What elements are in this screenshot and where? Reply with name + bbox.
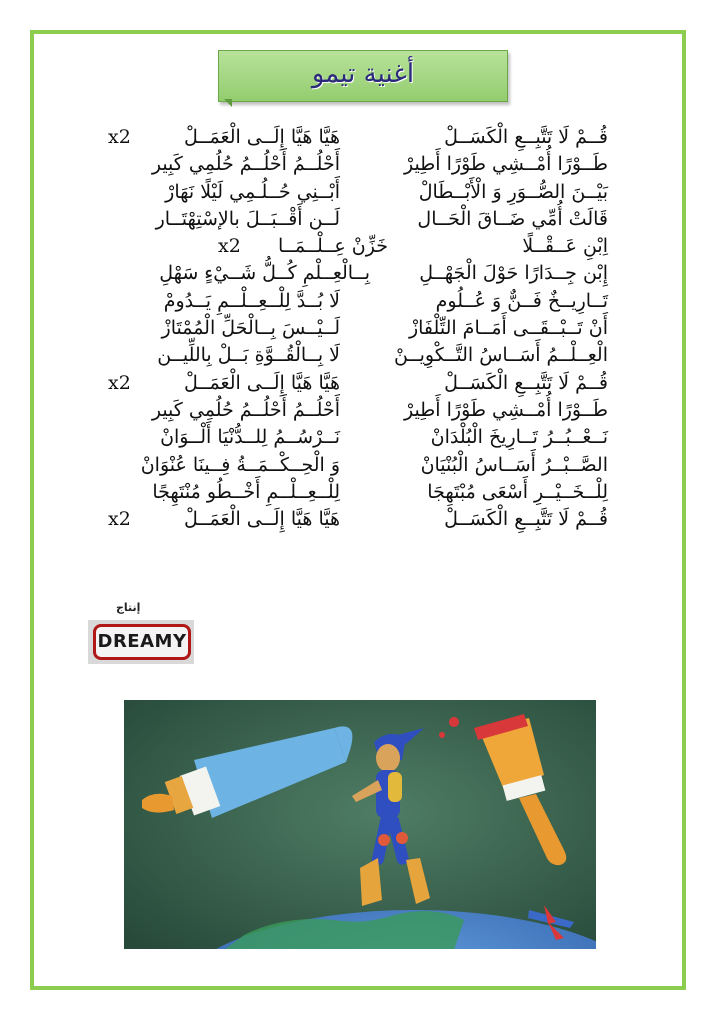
lyric-second-half: لَا بُــدَّ لِلْــعِــلْــمِ يَــدُومْ (163, 289, 340, 312)
lyric-first-half: أَنْ تَــبْــقَــى أَمَــامَ التِّلْفَازْ (408, 317, 608, 340)
lyric-second-half: هَيَّا هَيَّا إِلَــى الْعَمَــلْ (184, 371, 340, 394)
lyrics (108, 124, 608, 533)
production-label: إنتاج (116, 601, 141, 614)
lyric-second-half: أَحْلُــمُ أَحْلُــمُ حُلُمِي كَبِير (151, 398, 340, 421)
lyric-line (108, 424, 608, 451)
lyric-line (108, 233, 608, 260)
repeat-marker: x2 (108, 371, 131, 394)
lyric-second-half: بِــالْعِــلْمِ كُــلُّ شَــيْءٍ سَهْلِ (159, 262, 370, 285)
lyric-second-half: لَــيْــسَ بِــالْحَلِّ الْمُمْتَازْ (161, 317, 340, 340)
lyric-line (108, 452, 608, 479)
logo-text: DREAMY (93, 624, 191, 660)
title-banner (218, 50, 508, 102)
dreamy-logo (88, 620, 194, 664)
repeat-marker: x2 (218, 235, 241, 258)
lyric-second-half: أَبْــنِي حُــلُـمِي لَيْلًا نَهَارْ (165, 180, 340, 203)
lyric-line (108, 179, 608, 206)
lyric-first-half: اِبْنِ عَــقْــلًا (522, 235, 608, 258)
lyric-second-half: لَــن أَقْــبَــلَ بالإسْتِهْتَــار (155, 207, 340, 230)
lyric-line (108, 288, 608, 315)
lyric-second-half: هَيَّا هَيَّا إِلَــى الْعَمَــلْ (184, 508, 340, 531)
lyric-first-half: قُــمْ لَا تَتَّبِــعِ الْكَسَــلْ (444, 126, 608, 148)
banner-fold (224, 99, 232, 107)
repeat-marker: x2 (108, 126, 131, 148)
lyric-first-half: طَــوْرًا أُمْــشِي طَوْرًا أَطِيرْ (403, 398, 608, 421)
lyric-second-half: وَ الْحِــكْــمَــةُ فِــينَا عُنْوَانْ (140, 453, 340, 476)
lyric-line (108, 206, 608, 233)
lyric-second-half: أَحْلُــمُ أَحْلُــمُ حُلُمِي كَبِير (151, 153, 340, 176)
lyric-first-half: لِلْــخَــيْــرِ أَسْعَى مُبْتَهِجَا (427, 480, 608, 503)
repeat-marker: x2 (108, 508, 131, 531)
lyric-first-half: بَيْــنَ الصُّــوَرِ وَ الْأَبْــطَالْ (418, 180, 608, 203)
lyric-first-half: الْعِــلْــمُ أَسَــاسُ التَّــكْوِيــنْ (394, 344, 608, 367)
lyric-first-half: نَــعْــبُــرُ تَــارِيخَ الْبُلْدَانْ (430, 426, 608, 449)
lyric-first-half: تَــارِيــخٌ فَــنٌّ وَ عُــلُوم (435, 289, 608, 312)
lyric-second-half: هَيَّا هَيَّا إِلَــى الْعَمَــلْ (184, 126, 340, 148)
lyric-second-half: نَــرْسُــمُ لِلــدُّنْيَا أَلْــوَانْ (160, 426, 340, 449)
lyric-second-half: لَا بِــالْقُــوَّةِ بَــلْ بِاللِّيــن (157, 344, 340, 367)
lyric-second-half: لِلْــعِــلْــمِ أَخْــطُو مُنْتَهِجًا (152, 480, 340, 503)
lyric-first-half: قَالَتْ أُمِّي ضَــاقَ الْحَــال (417, 207, 608, 230)
lyric-line (108, 342, 608, 369)
lyric-first-half: إِبْن جِــدَارًا حَوْلَ الْجَهْــلِ (419, 262, 608, 285)
lyric-first-half: قُــمْ لَا تَتَّبِــعِ الْكَسَــلْ (444, 371, 608, 394)
page-title: أغنية تيمو (311, 59, 415, 89)
lyric-line (108, 260, 608, 287)
lyric-first-half: قُــمْ لَا تَتَّبِــعِ الْكَسَــلْ (444, 508, 608, 531)
lyric-line (108, 479, 608, 506)
lyric-first-half: الصَّــبْــرُ أَسَــاسُ الْبُنْيَانْ (420, 453, 608, 476)
lyric-line (108, 370, 608, 397)
lyric-second-half: خَزِّنْ عِــلْــمَــا (277, 235, 388, 258)
lyric-line (108, 315, 608, 342)
lyric-first-half: طَــوْرًا أُمْــشِي طَوْرًا أَطِيرْ (403, 153, 608, 176)
illustration (124, 700, 596, 949)
lyric-line (108, 151, 608, 178)
lyric-line (108, 397, 608, 424)
lyric-line (108, 506, 608, 533)
lyric-line (108, 124, 608, 151)
